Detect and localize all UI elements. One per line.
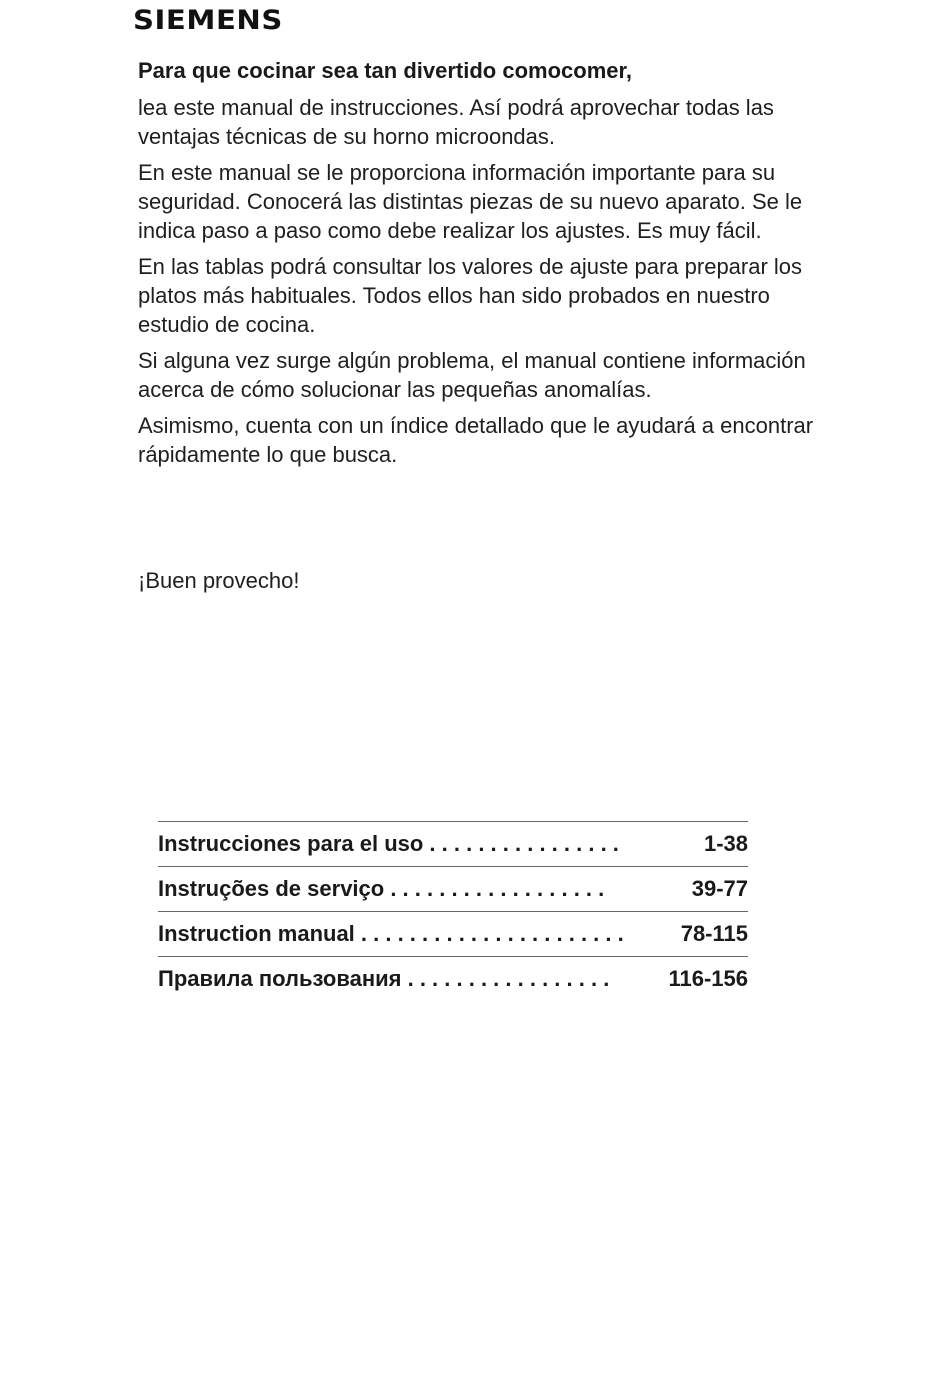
toc-row-portuguese[interactable] xyxy=(158,866,748,911)
toc-label: Instruções de serviço . . . . . . . . . . . . . . . . . . xyxy=(158,876,605,901)
closing-line: ¡Buen provecho! xyxy=(138,568,300,593)
intro-paragraph: En las tablas podrá consultar los valores de ajuste para preparar los platos más habituales. Todos ellos han sido probados en nuestro estudio de cocina. xyxy=(138,254,803,337)
toc-row-english[interactable] xyxy=(158,911,748,956)
toc-row-russian[interactable] xyxy=(158,956,748,1001)
headline: Para que cocinar sea tan divertido comocomer, xyxy=(138,58,632,83)
intro-paragraph: lea este manual de instrucciones. Así podrá aprovechar todas las ventajas técnicas de su horno microondas. xyxy=(138,95,774,149)
toc-label: Instruction manual . . . . . . . . . . . . . . . . . . . . . . xyxy=(158,921,624,946)
intro-paragraph: Si alguna vez surge algún problema, el manual contiene información acerca de cómo solucionar las pequeñas anomalías. xyxy=(138,348,806,402)
toc-pages: 1-38 xyxy=(703,831,748,856)
toc-pages: 39-77 xyxy=(691,876,748,901)
toc-label: Instrucciones para el uso . . . . . . . . . . . . . . . . xyxy=(158,831,619,856)
toc-pages: 116-156 xyxy=(668,966,748,991)
table-of-contents xyxy=(158,821,748,1001)
toc-label: Правила пользования . . . . . . . . . . . . . . . . . xyxy=(158,966,610,991)
intro-section xyxy=(138,56,818,476)
intro-paragraph: En este manual se le proporciona información importante para su seguridad. Conocerá las distintas piezas de su nuevo aparato. Se le indica paso a paso como debe realizar los ajustes. Es muy fácil. xyxy=(138,160,803,243)
intro-paragraph: Asimismo, cuenta con un índice detallado que le ayudará a encontrar rápidamente lo que busca. xyxy=(138,413,814,467)
siemens-logo: SIEMENS xyxy=(133,5,283,36)
toc-pages: 78-115 xyxy=(680,921,748,946)
toc-row-spanish[interactable] xyxy=(158,821,748,866)
